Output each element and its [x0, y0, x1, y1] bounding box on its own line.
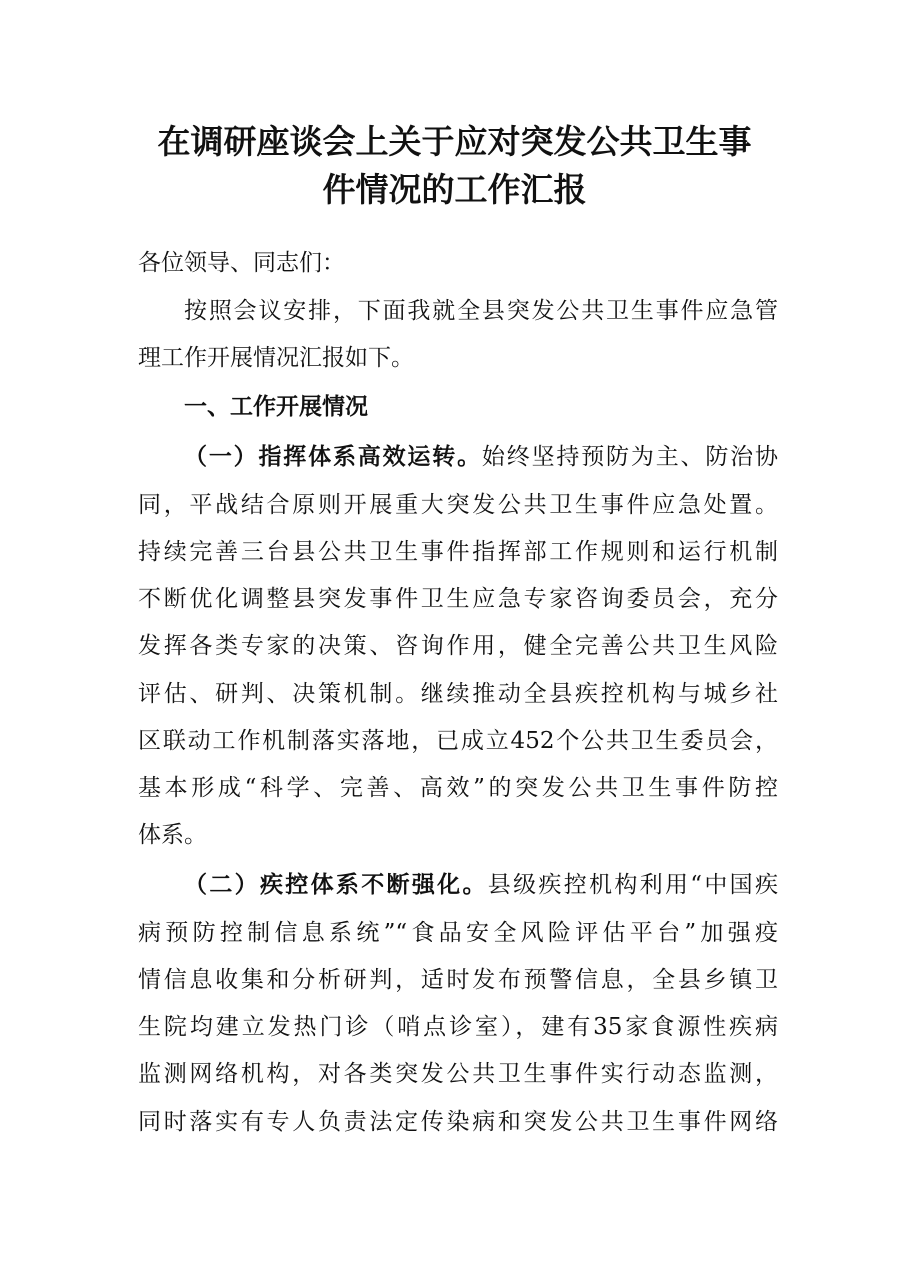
- paragraph-line: 不断优化调整县突发事件卫生应急专家咨询委员会，充分: [138, 586, 778, 612]
- paragraph-line: 区联动工作机制落实落地，已成立452个公共卫生委员会，: [138, 728, 778, 754]
- document-title-line-2: 件情况的工作汇报: [322, 170, 587, 209]
- paragraph-line: 病预防控制信息系统”“食品安全风险评估平台”加强疫: [138, 920, 778, 946]
- subsection-1-first-text: 始终坚持预防为主、防治协: [481, 444, 779, 470]
- paragraph-line: 持续完善三台县公共卫生事件指挥部工作规则和运行机制: [138, 539, 778, 565]
- paragraph-line: 生院均建立发热门诊（哨点诊室），建有35家食源性疾病: [138, 1014, 778, 1040]
- intro-line-2: 理工作开展情况汇报如下。: [138, 345, 414, 371]
- paragraph-line: 评估、研判、决策机制。继续推动全县疾控机构与城乡社: [138, 681, 778, 707]
- paragraph-line: 体系。: [138, 822, 207, 848]
- subsection-1-heading: （一）指挥体系高效运转。: [184, 444, 482, 470]
- subsection-2-first-text: 县级疾控机构利用“中国疾: [487, 872, 778, 898]
- paragraph-line: 情信息收集和分析研判，适时发布预警信息，全县乡镇卫: [138, 967, 778, 993]
- paragraph-line: 同，平战结合原则开展重大突发公共卫生事件应急处置。: [138, 492, 778, 518]
- subsection-1-first-line: [184, 442, 778, 472]
- salutation: 各位领导、同志们：: [138, 250, 345, 276]
- paragraph-line: 监测网络机构，对各类突发公共卫生事件实行动态监测，: [138, 1061, 778, 1087]
- section-heading: 一、工作开展情况: [184, 394, 368, 420]
- subsection-2-heading: （二）疾控体系不断强化。: [184, 872, 488, 898]
- paragraph-line: 同时落实有专人负责法定传染病和突发公共卫生事件网络: [138, 1109, 778, 1135]
- document-title-line-1: 在调研座谈会上关于应对突发公共卫生事: [157, 122, 752, 161]
- paragraph-line: 发挥各类专家的决策、咨询作用，健全完善公共卫生风险: [138, 633, 778, 659]
- intro-line-1: 按照会议安排，下面我就全县突发公共卫生事件应急管: [184, 298, 778, 324]
- paragraph-line: 基本形成“科学、完善、高效”的突发公共卫生事件防控: [138, 775, 778, 801]
- subsection-2-first-line: [184, 870, 778, 900]
